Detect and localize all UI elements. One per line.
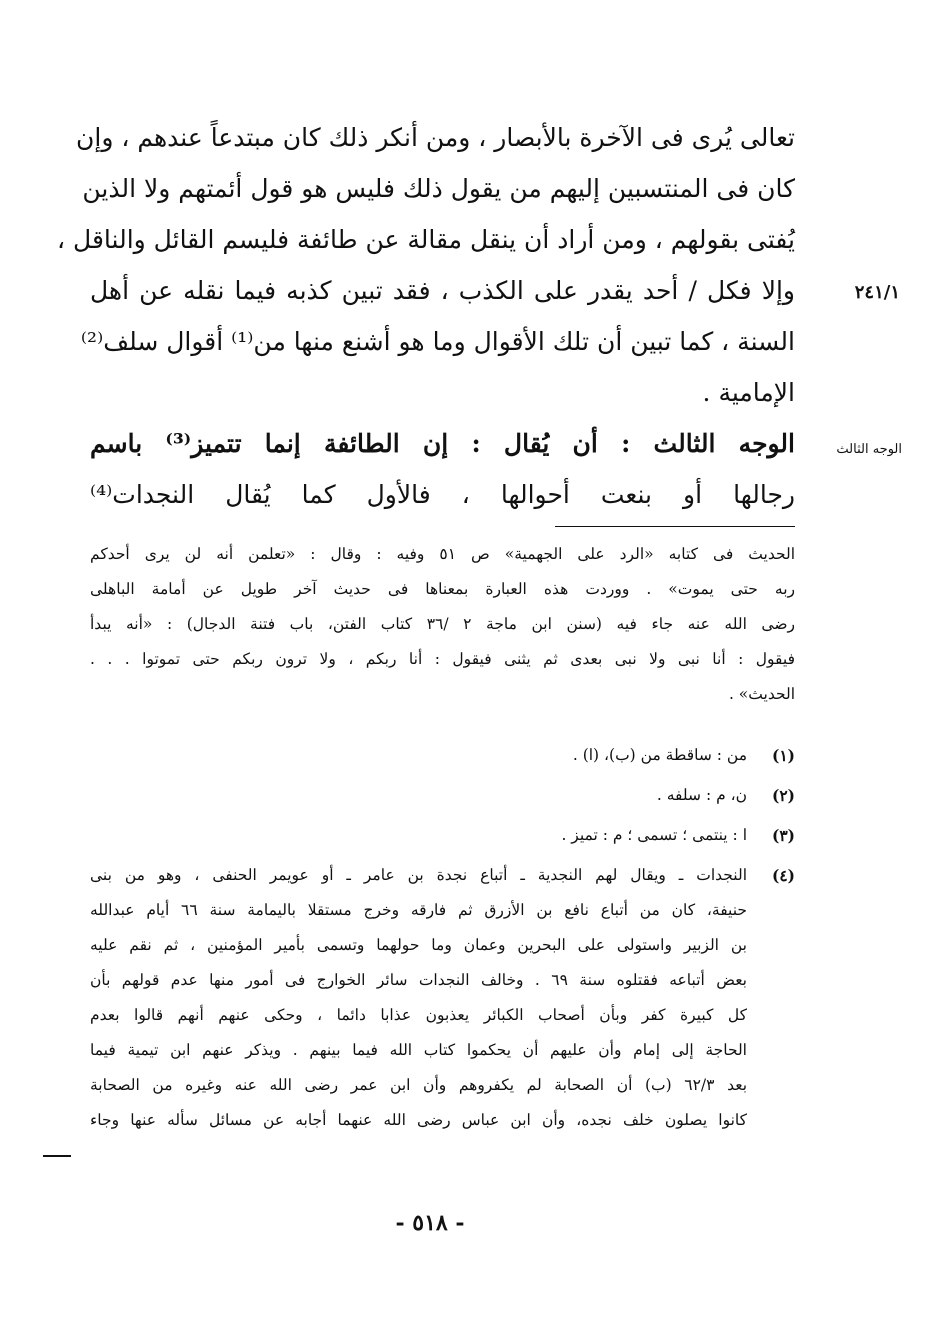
footnote-number: (٤): [771, 866, 795, 885]
main-line: رجالها أو بنعت أحوالها ، فالأول كما يُقال النجدات⁽⁴⁾: [90, 480, 795, 509]
section-heading-line: الوجه الثالث : أن يُقال : إن الطائفة إنما تتميز⁽³⁾ باسم: [90, 429, 795, 458]
footnote-line: ربه حتى يموت» . ووردت هذه العبارة بمعناها فى حديث آخر طويل عن أمامة الباهلى: [90, 580, 795, 598]
footnote-line: بعض أتباعه فقتلوه سنة ٦٩ . وخالف النجدات سائر الخوارج فى أمور منها عدم قولهم بأن: [90, 971, 747, 989]
footnote-number: (١): [771, 746, 795, 765]
margin-section-label: الوجه الثالث: [836, 442, 902, 457]
footnote-line: بن الزبير واستولى على البحرين وعمان وما حولهما وتسمى بأمير المؤمنين ، ثم نقم عليه: [90, 936, 747, 954]
footnote-line: من : ساقطة من (ب)، (ا) .: [572, 746, 747, 764]
margin-page-reference: ٢٤١/١: [854, 282, 900, 303]
footnote-line: رضى الله عنه جاء فيه (سنن ابن ماجة ٢ /٣٦ كتاب الفتن، باب فتنة الدجال) : «أنه يبدأ: [90, 615, 796, 633]
footnote-line: الحديث» .: [728, 685, 795, 703]
footnote-line: حنيفة، كان من أتباع نافع بن الأزرق ثم فارقه وخرج مستقلا باليمامة سنة ٦٦ أيام عبدالله: [90, 901, 747, 919]
footnote-number: (٢): [771, 786, 795, 805]
main-line: كان فى المنتسبين إليهم من يقول ذلك فليس هو قول أئمتهم ولا الذين: [82, 174, 795, 203]
footnote-line: كانوا يصلون خلف نجده، وأن ابن عباس رضى الله عنهما أجابه عن مسائل سأله عنها وجاء: [90, 1111, 747, 1129]
footnote-line: ن، م : سلفه .: [656, 786, 747, 804]
footnote-continuation: [90, 537, 795, 712]
footnote-line: الحديث فى كتابه «الرد على الجهمية» ص ٥١ وفيه : وقال : «تعلمن أنه لن يرى أحدكم: [90, 545, 795, 563]
footnote-separator: [555, 526, 795, 527]
footnote-line: بعد ٦٢/٣ (ب) أن الصحابة لم يكفروهم وأن ابن عمر رضى الله عنه وغيره من الصحابة: [90, 1076, 748, 1094]
main-line: يُفتى بقولهم ، ومن أراد أن ينقل مقالة عن طائفة فليسم القائل والناقل ،: [57, 225, 795, 254]
footnote-line: الحاجة إلى إمام وأن عليهم أن يحكموا كتاب الله فيما بينهم . ويذكر عنهم ابن تيمية فيما: [90, 1041, 747, 1059]
footnote-line: كل كبيرة كفر وبأن أصحاب الكبائر يعذبون عذابا دائما ، وحكى عنهم أنهم قالوا بعدم: [90, 1006, 747, 1024]
footnote-line: النجدات ـ ويقال لهم النجدية ـ أتباع نجدة بن عامر ـ أو عويمر الحنفى ، وهو من بنى: [90, 866, 747, 884]
main-line: السنة ، كما تبين أن تلك الأقوال وما هو أشنع منها من⁽¹⁾ أقوال سلف⁽²⁾: [80, 327, 795, 356]
continuation-dash: [43, 1155, 71, 1157]
main-line: وإلا فكل / أحد يقدر على الكذب ، فقد تبين كذبه فيما نقله عن أهل: [90, 276, 795, 305]
main-text: [57, 112, 795, 520]
footnote-line: فيقول : أنا نبى ولا نبى بعدى ثم يثنى فيقول : أنا ربكم ، ولا ترون ربكم حتى تموتوا . . .: [90, 650, 795, 668]
page-number: - ٥١٨ -: [395, 1210, 465, 1236]
main-line: الإمامية .: [702, 378, 795, 407]
footnote-number: (٣): [771, 826, 795, 845]
main-line: تعالى يُرى فى الآخرة بالأبصار ، ومن أنكر ذلك كان مبتدعاً عندهم ، وإن: [76, 123, 795, 152]
footnote-line: ا : ينتمى ؛ تسمى ؛ م : تميز .: [561, 826, 747, 844]
